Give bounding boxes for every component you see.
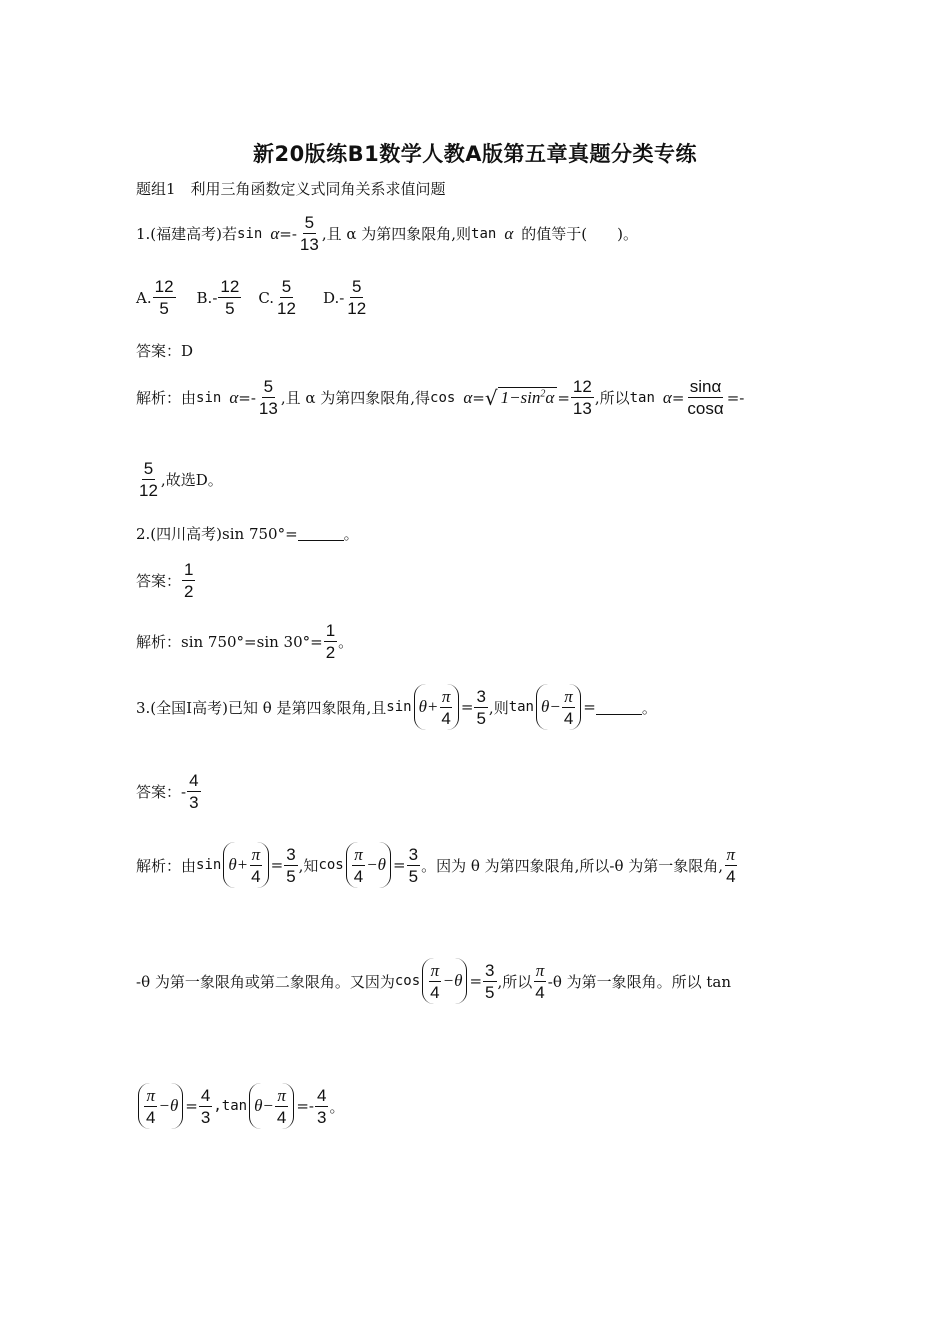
q3-answer-num: 4 (189, 771, 199, 790)
q1-final-den: 12 (139, 481, 158, 500)
q2-answer (136, 559, 196, 602)
q2-explanation (136, 620, 353, 663)
q3-e3-num: 4 (200, 1085, 211, 1105)
q1-fraction (298, 212, 321, 255)
option-a (136, 276, 177, 319)
q1-alpha: α (270, 223, 280, 243)
q3-e3-eq: = (185, 1097, 198, 1115)
q3-e1-num: 3 (286, 844, 296, 864)
question-3: 3.(全国Ⅰ高考)已知 θ 是第四象限角,且 sin θ+ $\frac{\pi}{4}$ = $\frac{3}{5}$ ,则 tan θ− $\frac{\pi}{4}$ = 。 (136, 684, 657, 730)
q3-e3-theta-minus: θ− (254, 1096, 274, 1115)
q3-eq-frac (474, 686, 487, 729)
q3-e1-num-b: 3 (408, 844, 419, 864)
q3-e1-den-b: 5 (408, 866, 419, 886)
option-b-label: B.- (196, 288, 218, 307)
option-d-den: 12 (347, 299, 367, 318)
q3-e1-minus-theta: −θ (366, 855, 387, 874)
q3-e3-den-b: 3 (317, 1107, 327, 1127)
q1-suffix: 的值等于( )。 (521, 225, 638, 243)
option-a-frac (153, 276, 176, 319)
radicand (498, 387, 558, 408)
q3-pi-b: π (564, 686, 573, 706)
q3-e2-num: 3 (485, 960, 495, 980)
q3-e2-pi: π (430, 960, 440, 980)
q1-expl-ratio (685, 376, 725, 419)
q2-expl-end: 。 (338, 633, 354, 651)
q3-e2-start: -θ 为第一象限角或第二象限角。又因为 (136, 972, 395, 991)
q2-expl-frac (324, 620, 337, 663)
q3-e1-pi: π (251, 844, 261, 864)
q1-final-num: 5 (143, 459, 154, 478)
q2-prefix: 2.(四川高考)sin 750°= (136, 525, 298, 543)
q3-e3-pi4 (144, 1085, 157, 1128)
q3-suffix: 。 (641, 698, 657, 717)
q3-e3-end: 。 (329, 1097, 345, 1116)
sqrt-expression (485, 386, 558, 410)
q1-expl-alpha: α (229, 387, 239, 407)
q1-final-text: ,故选D。 (160, 471, 223, 489)
option-b-num: 12 (220, 277, 240, 296)
q3-e2-pi4 (428, 960, 441, 1003)
q3-e3-paren-2 (249, 1083, 294, 1129)
option-d (323, 276, 369, 319)
q3-e1-prefix: 解析：由 (136, 856, 197, 875)
q3-e1-pi-c: π (726, 844, 736, 864)
q1-expl-frac (257, 376, 280, 419)
q3-pi-over-4-b (562, 686, 575, 729)
q1-options (136, 276, 369, 319)
q3-explanation-1: 解析：由 sin θ+ $\frac{\pi}{4}$ = $\frac{3}{5}$ ,知 cos $\frac{\pi}{4}$ −θ = $\frac{3}{5}$ 。因为 θ 为第四象限角,所以-θ 为第一象限角, $\frac{\pi}{4}$ (136, 842, 739, 888)
q3-e2-four: 4 (430, 982, 440, 1002)
q3-e3-minus-theta: −θ (158, 1096, 179, 1115)
q3-e1-sin: sin (196, 857, 222, 873)
q3-eq-num: 3 (476, 686, 486, 706)
q3-mid: ,则 (488, 698, 509, 717)
q3-e3-paren-1 (138, 1083, 183, 1129)
option-d-label: D.- (322, 288, 345, 307)
q1-expl-frac2-num: 12 (572, 377, 592, 396)
radicand-square: 2 (540, 388, 546, 400)
q1-answer: 答案：D (136, 342, 194, 360)
q3-pi: π (441, 686, 451, 706)
radical-sign: √ (484, 385, 498, 410)
q3-e2-den: 5 (485, 982, 495, 1002)
q3-e1-four: 4 (251, 866, 261, 886)
question-2 (136, 523, 359, 544)
q3-e1-pi4-b (352, 844, 365, 887)
group-heading: 题组1 利用三角函数定义式同角关系求值问题 (136, 180, 446, 198)
q3-e2-minus-theta: −θ (442, 971, 463, 990)
q3-e1-paren-2 (346, 842, 391, 888)
option-b-den: 5 (225, 299, 235, 318)
question-1 (136, 212, 638, 255)
q3-e2-pi-b: π (535, 960, 545, 980)
q3-e2-cos: cos (394, 973, 421, 989)
q2-suffix: 。 (343, 525, 359, 543)
q1-expl-alpha-2: α (463, 387, 473, 407)
q3-e1-four-c: 4 (726, 866, 736, 886)
q3-e2-pi4-b (533, 960, 546, 1003)
q1-expl-alpha-3: α (662, 387, 672, 407)
q1-explanation-end (136, 458, 223, 501)
q3-theta-plus: θ+ (418, 697, 439, 716)
q1-expl-eq: =- (238, 388, 256, 407)
q1-sin: sin (237, 225, 263, 242)
q3-answer-frac (187, 770, 200, 813)
q3-e2-so: ,所以 (497, 972, 533, 991)
q3-e3-pi: π (146, 1085, 155, 1105)
option-a-den: 5 (159, 299, 169, 318)
option-c-frac (275, 276, 298, 319)
q3-four-b: 4 (563, 708, 574, 728)
q3-e3-four-b: 4 (276, 1107, 287, 1127)
q3-e3-pi4-b (275, 1085, 288, 1128)
q3-e1-pi4-c (724, 844, 737, 887)
q3-pi-over-4 (439, 686, 452, 729)
q3-paren-2 (536, 684, 581, 730)
q2-answer-frac (182, 559, 195, 602)
q1-eq: =- (279, 224, 297, 243)
q3-e3-frac (199, 1085, 212, 1128)
option-c-num: 5 (281, 277, 292, 296)
q2-expl: 解析：sin 750°=sin 30°= (136, 633, 323, 651)
q1-prefix: 1.(福建高考)若 (136, 225, 238, 243)
q1-expl-ratio-num: sinα (689, 377, 722, 396)
q1-expl-so: ,所以 (594, 389, 630, 407)
q1-final-frac (137, 458, 160, 501)
q1-mid: ,且 α 为第四象限角,则 (321, 225, 472, 243)
q3-explanation-2: -θ 为第一象限角或第二象限角。又因为 cos $\frac{\pi}{4}$ −θ = $\frac{3}{5}$ ,所以 $\frac{\pi}{4}$ -θ 为第一象限角。所以 tan (136, 958, 731, 1004)
q3-e1-cos: cos (318, 857, 344, 873)
q3-prefix: 3.(全国Ⅰ高考)已知 θ 是第四象限角,且 (136, 698, 387, 717)
q3-e1-know: ,知 (298, 856, 319, 875)
option-a-num: 12 (154, 277, 174, 296)
q3-sin: sin (386, 699, 412, 715)
q1-tan: tan (471, 225, 497, 242)
q1-expl-cos: cos (430, 389, 456, 406)
q3-answer-label: 答案：- (136, 783, 187, 801)
answer-blank (298, 526, 344, 541)
q2-expl-den: 2 (325, 643, 336, 662)
option-c-label: C. (258, 288, 275, 307)
q1-expl-frac2-den: 13 (572, 399, 592, 418)
q3-e3-num-b: 4 (317, 1085, 327, 1105)
q3-eq-den: 5 (476, 708, 486, 728)
q2-expl-num: 1 (325, 621, 336, 640)
q1-alpha-2: α (504, 223, 514, 243)
q1-expl-frac2 (571, 376, 594, 419)
q2-answer-num: 1 (184, 560, 194, 579)
radicand-text: 1−sin (500, 388, 541, 407)
q3-e2-frac (483, 960, 496, 1003)
page-title: 新20版练B1数学人教A版第五章真题分类专练 (252, 142, 698, 166)
q3-e1-frac-b (407, 844, 420, 887)
q3-four: 4 (441, 708, 451, 728)
q2-answer-label: 答案： (136, 572, 182, 590)
q3-e1-theta-plus: θ+ (228, 855, 249, 874)
option-a-label: A. (136, 288, 152, 307)
q2-answer-den: 2 (184, 582, 194, 601)
option-c (258, 276, 299, 319)
radicand-alpha: α (545, 388, 555, 407)
q3-e2-end: -θ 为第一象限角。所以 tan (547, 972, 732, 991)
q3-e3-pi-b: π (277, 1085, 286, 1105)
q3-theta-minus: θ− (541, 697, 561, 716)
q1-expl-tan: tan (629, 389, 655, 406)
q1-expl-ratio-den: cosα (687, 399, 724, 418)
q1-frac-den: 13 (299, 235, 319, 254)
q3-e2-four-b: 4 (535, 982, 545, 1002)
option-d-frac (345, 276, 368, 319)
answer-blank-3 (596, 700, 642, 715)
q1-expl-mid: ,且 α 为第四象限角,得 (280, 389, 431, 407)
q3-paren-1 (414, 684, 459, 730)
q3-e1-den: 5 (286, 866, 296, 886)
q3-e3-four: 4 (146, 1107, 156, 1127)
q3-tan: tan (508, 699, 534, 715)
q1-expl-frac-den: 13 (258, 399, 278, 418)
q3-e1-pi-b: π (354, 844, 363, 864)
q3-e3-den: 3 (200, 1107, 211, 1127)
q1-expl-sin: sin (196, 389, 222, 406)
q1-explanation: 解析：由 sin α =- $\frac{5}{13}$ ,且 α 为第四象限角,得 cos α = √ $1-\sin^2\alpha$ = $\frac{12}{13}$ ,所以 tan α = $\frac{\sin\alpha}{\cos\alpha}$ =- (136, 377, 745, 418)
q3-e1-rest: 。因为 θ 为第四象限角,所以-θ 为第一象限角, (421, 856, 724, 875)
option-c-den: 12 (277, 299, 296, 318)
q3-answer-den: 3 (189, 793, 199, 812)
q3-e3-neg: =- (296, 1097, 314, 1115)
q3-e1-frac (284, 844, 297, 887)
option-b (197, 276, 243, 319)
q3-e1-paren-1 (223, 842, 268, 888)
option-d-num: 5 (352, 277, 362, 296)
q3-e1-pi4 (249, 844, 262, 887)
q3-e2-paren (422, 958, 467, 1004)
q3-e1-four-b: 4 (353, 866, 364, 886)
q3-explanation-3 (136, 1083, 344, 1129)
q1-expl-prefix: 解析：由 (136, 389, 197, 407)
q1-expl-eq-2: =- (726, 388, 745, 407)
q3-answer (136, 770, 202, 813)
q3-e3-frac-b (315, 1085, 328, 1128)
option-b-frac (218, 276, 241, 319)
q1-frac-num: 5 (304, 213, 315, 232)
q1-expl-frac-num: 5 (263, 377, 274, 396)
q3-e3-tan: ,tan (213, 1098, 248, 1114)
